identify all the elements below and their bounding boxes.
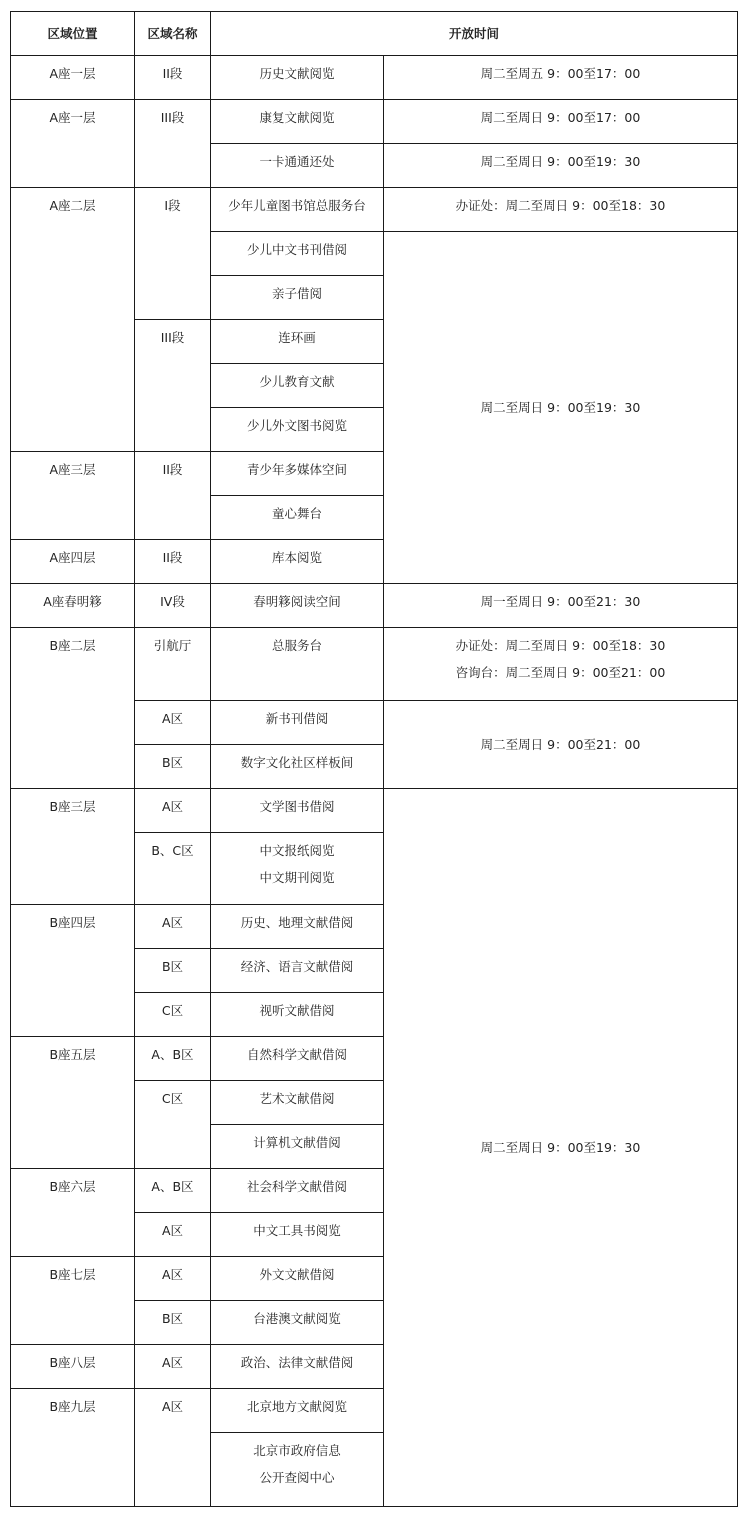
zone-cell: I段 [135,188,211,320]
zone-cell: IV段 [135,584,211,628]
zone-cell: A区 [135,701,211,745]
facility-line: 中文报纸阅览 [259,843,335,858]
facility-cell: 历史、地理文献借阅 [211,905,384,949]
facility-cell: 少儿教育文献 [211,364,384,408]
zone-cell: B区 [135,949,211,993]
facility-line: 北京市政府信息 [253,1443,341,1458]
location-cell: B座七层 [11,1257,135,1345]
header-hours: 开放时间 [211,12,738,56]
table-row [11,584,738,628]
facility-line: 公开查阅中心 [259,1470,335,1485]
location-cell: A座春明簃 [11,584,135,628]
hours-cell: 周二至周日 9：00至19：30 [384,232,738,584]
facility-cell: 童心舞台 [211,496,384,540]
facility-cell: 视听文献借阅 [211,993,384,1037]
zone-cell: B区 [135,1301,211,1345]
facility-cell: 历史文献阅览 [211,56,384,100]
facility-cell: 一卡通通还处 [211,144,384,188]
zone-cell: A区 [135,1389,211,1507]
table-row [11,188,738,232]
zone-cell: A、B区 [135,1037,211,1081]
zone-cell: III段 [135,320,211,452]
zone-cell: II段 [135,56,211,100]
facility-cell: 文学图书借阅 [211,789,384,833]
location-cell: B座八层 [11,1345,135,1389]
facility-cell: 青少年多媒体空间 [211,452,384,496]
location-cell: B座二层 [11,628,135,789]
zone-cell: 引航厅 [135,628,211,701]
location-cell: B座五层 [11,1037,135,1169]
zone-cell: A区 [135,1213,211,1257]
zone-cell: II段 [135,452,211,540]
zone-cell: II段 [135,540,211,584]
facility-cell: 新书刊借阅 [211,701,384,745]
zone-cell: A区 [135,1345,211,1389]
zone-cell: C区 [135,993,211,1037]
zone-cell: III段 [135,100,211,188]
location-cell: B座四层 [11,905,135,1037]
facility-cell: 库本阅览 [211,540,384,584]
zone-cell: C区 [135,1081,211,1169]
facility-cell: 经济、语言文献借阅 [211,949,384,993]
hours-line: 办证处：周二至周日 9：00至18：30 [455,638,666,653]
facility-cell: 社会科学文献借阅 [211,1169,384,1213]
hours-cell: 周二至周日 9：00至19：30 [384,789,738,1507]
location-cell: B座六层 [11,1169,135,1257]
location-cell: A座一层 [11,56,135,100]
facility-cell: 中文工具书阅览 [211,1213,384,1257]
facility-cell: 少儿中文书刊借阅 [211,232,384,276]
facility-cell: 连环画 [211,320,384,364]
table-row [11,789,738,833]
location-cell: A座三层 [11,452,135,540]
location-cell: A座四层 [11,540,135,584]
opening-hours-table [10,11,738,1507]
zone-cell: A区 [135,1257,211,1301]
facility-cell: 自然科学文献借阅 [211,1037,384,1081]
facility-cell: 外文文献借阅 [211,1257,384,1301]
zone-cell: A区 [135,905,211,949]
hours-cell: 周二至周日 9：00至17：00 [384,100,738,144]
facility-cell: 北京地方文献阅览 [211,1389,384,1433]
facility-cell: 政治、法律文献借阅 [211,1345,384,1389]
facility-cell [211,1433,384,1507]
facility-cell: 台港澳文献阅览 [211,1301,384,1345]
location-cell: A座二层 [11,188,135,452]
location-cell: B座九层 [11,1389,135,1507]
facility-cell: 亲子借阅 [211,276,384,320]
table-row [11,100,738,144]
location-cell: A座一层 [11,100,135,188]
table-row [11,628,738,701]
hours-line: 咨询台：周二至周日 9：00至21：00 [455,665,666,680]
hours-cell: 周二至周日 9：00至21：00 [384,701,738,789]
hours-cell: 周二至周日 9：00至19：30 [384,144,738,188]
facility-cell: 春明簃阅读空间 [211,584,384,628]
hours-cell: 周二至周五 9：00至17：00 [384,56,738,100]
zone-cell: B、C区 [135,833,211,905]
zone-cell: A区 [135,789,211,833]
header-location: 区域位置 [11,12,135,56]
facility-cell: 少年儿童图书馆总服务台 [211,188,384,232]
facility-cell: 少儿外文图书阅览 [211,408,384,452]
header-zone: 区域名称 [135,12,211,56]
facility-cell [211,833,384,905]
hours-cell: 周一至周日 9：00至21：30 [384,584,738,628]
zone-cell: A、B区 [135,1169,211,1213]
facility-cell: 康复文献阅览 [211,100,384,144]
facility-line: 中文期刊阅览 [259,870,335,885]
header-row [11,12,738,56]
hours-cell [384,628,738,701]
facility-cell: 数字文化社区样板间 [211,745,384,789]
facility-cell: 总服务台 [211,628,384,701]
zone-cell: B区 [135,745,211,789]
facility-cell: 计算机文献借阅 [211,1125,384,1169]
table-row [11,56,738,100]
hours-cell: 办证处：周二至周日 9：00至18：30 [384,188,738,232]
facility-cell: 艺术文献借阅 [211,1081,384,1125]
location-cell: B座三层 [11,789,135,905]
